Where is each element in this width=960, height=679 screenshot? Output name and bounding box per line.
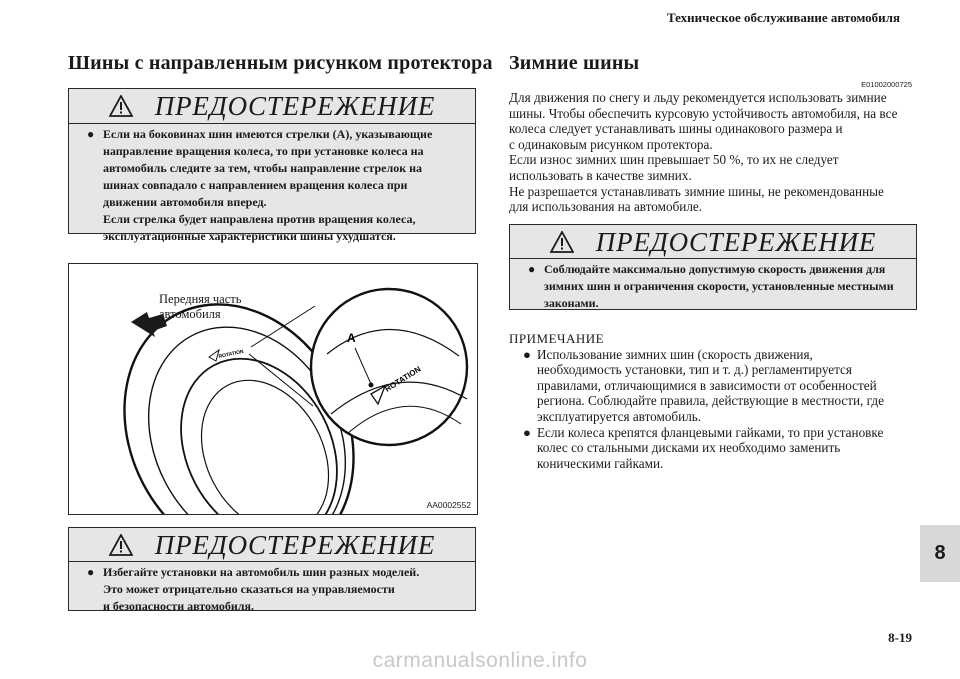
note-line: необходимость установки, тип и т. д.) регламентируется xyxy=(537,362,852,378)
paragraph-line: колеса следует устанавливать шины одинакового размера и xyxy=(509,121,843,137)
warning-box-mixed-tires xyxy=(68,527,476,611)
warning-line: направление вращения колеса, то при установке колеса на xyxy=(103,144,424,158)
warning-title: ПРЕДОСТЕРЕЖЕНИЕ xyxy=(595,226,877,257)
warning-line: Если стрелка будет направлена против вращения колеса, xyxy=(103,212,416,226)
figure-code: AA0002552 xyxy=(426,500,471,510)
warning-line: Избегайте установки на автомобиль шин разных моделей. xyxy=(103,565,420,579)
section-heading-directional-tires: Шины с направленным рисунком протектора xyxy=(68,52,493,74)
tread-rotation-text: ROTATION xyxy=(218,348,245,360)
warning-line: Соблюдайте максимально допустимую скорость движения для xyxy=(544,262,886,276)
note-item xyxy=(523,425,884,472)
warning-box-rotation xyxy=(68,88,476,243)
warning-text xyxy=(510,258,916,309)
note-line: Если колеса крепятся фланцевыми гайками, то при установке xyxy=(537,424,884,440)
warning-title: ПРЕДОСТЕРЕЖЕНИЕ xyxy=(154,529,436,560)
warning-text xyxy=(69,561,475,613)
bullet-icon: ● xyxy=(87,565,95,579)
warning-line: законами. xyxy=(544,296,599,310)
warning-line: зимних шин и ограничения скорости, установленные местными xyxy=(544,279,894,293)
paragraph-line: шины. Чтобы обеспечить курсовую устойчивость автомобиля, на все xyxy=(509,105,898,121)
warning-title: ПРЕДОСТЕРЕЖЕНИЕ xyxy=(154,90,436,121)
note-heading: ПРИМЕЧАНИЕ xyxy=(509,331,605,346)
running-header: Техническое обслуживание автомобиля xyxy=(666,10,900,25)
page-number: 8-19 xyxy=(888,630,912,645)
bullet-icon: ● xyxy=(528,262,536,276)
section-heading-winter-tires: Зимние шины xyxy=(509,52,640,74)
winter-tires-paragraph xyxy=(509,90,897,215)
front-label xyxy=(159,292,241,322)
paragraph-line: Если износ зимних шин превышает 50 %, то их не следует xyxy=(509,152,839,168)
warning-text xyxy=(69,123,475,243)
warning-line: Если на боковинах шин имеются стрелки (A), указывающие xyxy=(103,127,433,141)
paragraph-line: использовать в качестве зимних. xyxy=(509,167,692,183)
warning-line: и безопасности автомобиля. xyxy=(103,599,254,613)
note-line: Использование зимних шин (скорость движения, xyxy=(537,346,813,362)
note-item xyxy=(523,347,884,425)
warning-line: движении автомобиля вперед. xyxy=(103,195,267,209)
tire-drawing xyxy=(69,264,477,514)
warning-box-speed xyxy=(509,224,917,310)
paragraph-line: Не разрешается устанавливать зимние шины, не рекомендованные xyxy=(509,183,884,199)
watermark: carmanualsonline.info xyxy=(372,649,588,672)
section-code: E01002000725 xyxy=(861,80,912,89)
bullet-icon: ● xyxy=(523,424,531,440)
paragraph-line: Для движения по снегу и льду рекомендуется использовать зимние xyxy=(509,90,887,105)
note-line: региона. Соблюдайте правила, действующие в местности, где xyxy=(537,393,884,409)
bullet-icon: ● xyxy=(523,346,531,362)
zoom-rotation-text: ROTATION xyxy=(383,364,423,394)
warning-line: эксплуатационные характеристики шины ухудшатся. xyxy=(103,229,396,243)
warning-title-bar xyxy=(510,225,916,259)
paragraph-line: для использования на автомобиле. xyxy=(509,199,703,215)
warning-title-bar xyxy=(69,89,475,123)
warning-line: Это может отрицательно сказаться на управляемости xyxy=(103,582,395,596)
marker-label: A xyxy=(347,331,356,345)
note-line: эксплуатируется автомобиль. xyxy=(537,408,702,424)
note-line: колес со стальными дисками их необходимо заменить xyxy=(537,440,841,456)
tire-rotation-illustration xyxy=(68,263,478,515)
front-label-line1: Передняя часть xyxy=(159,292,242,306)
warning-triangle-icon xyxy=(109,95,133,117)
warning-line: шинах совпадало с направлением вращения колеса при xyxy=(103,178,408,192)
zoom-circle xyxy=(311,289,467,445)
warning-title-bar xyxy=(69,528,475,562)
note-line: коническими гайками. xyxy=(537,455,664,471)
paragraph-line: с одинаковым рисунком протектора. xyxy=(509,136,713,152)
note-block xyxy=(509,331,884,471)
front-label-line2: автомобиля xyxy=(159,307,221,321)
warning-line: автомобиль следите за тем, чтобы направление стрелок на xyxy=(103,161,423,175)
bullet-icon: ● xyxy=(87,127,95,141)
warning-triangle-icon xyxy=(109,534,133,556)
note-line: правилами, отличающимися в зависимости от особенностей xyxy=(537,377,877,393)
warning-triangle-icon xyxy=(550,231,574,253)
chapter-tab: 8 xyxy=(920,525,960,582)
